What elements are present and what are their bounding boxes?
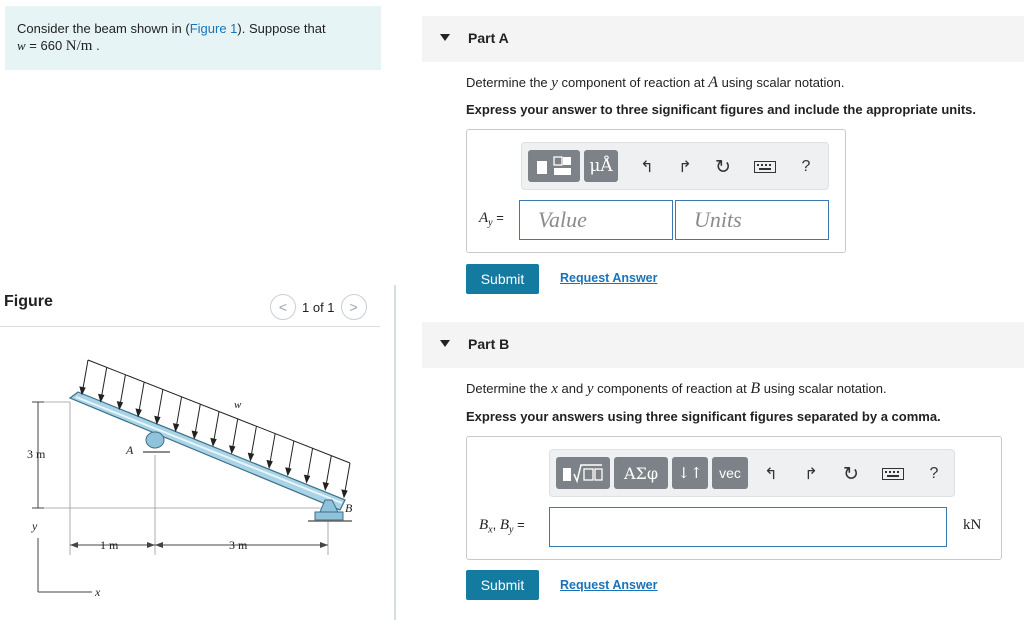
part-b-header[interactable] — [422, 322, 1024, 368]
part-b-request-answer-link[interactable]: Request Answer — [560, 578, 658, 592]
problem-line-2: w = 660 N/m . — [17, 38, 100, 54]
figure-separator — [0, 326, 380, 327]
undo-button[interactable] — [634, 153, 660, 181]
load-arrow-head — [174, 424, 179, 431]
dim-arrow-a-left — [147, 542, 155, 548]
dim-3m-label: 3 m — [229, 538, 248, 552]
collapse-triangle-icon — [440, 34, 450, 41]
chevron-left-icon: < — [278, 299, 288, 315]
reset-button[interactable] — [838, 460, 864, 488]
dim-arrow-a-right — [155, 542, 163, 548]
collapse-triangle-icon — [440, 340, 450, 347]
load-arrow-head — [323, 483, 328, 490]
reset-icon: ↻ — [843, 463, 859, 485]
load-arrow-head — [286, 468, 291, 475]
beam-highlight — [76, 397, 342, 503]
pin-support-a — [146, 432, 164, 448]
reset-icon: ↻ — [715, 156, 731, 178]
undo-icon: ↰ — [640, 159, 654, 176]
part-a-prompt: Determine the y component of reaction at A using scalar notation. — [466, 74, 845, 91]
part-b-answer-box — [466, 436, 1002, 560]
part-a-toolbar — [521, 142, 829, 190]
keyboard-button[interactable] — [878, 462, 908, 486]
templates-icon — [534, 155, 574, 177]
part-a-header[interactable] — [422, 16, 1024, 62]
keyboard-icon — [754, 161, 776, 173]
units-input[interactable]: Units — [675, 200, 829, 240]
templates-button[interactable] — [556, 457, 610, 489]
undo-button[interactable] — [758, 460, 784, 488]
part-a-instruction: Express your answer to three significant figures and include the appropriate units. — [466, 102, 976, 117]
height-label: 3 m — [27, 447, 46, 461]
value-input[interactable]: Value — [519, 200, 673, 240]
part-b-toolbar — [549, 449, 955, 497]
point-a-label: A — [126, 443, 134, 457]
figure-pager — [270, 294, 367, 320]
redo-button[interactable] — [798, 460, 824, 488]
load-arrow-head — [192, 431, 197, 438]
part-a-request-answer-link[interactable]: Request Answer — [560, 271, 658, 285]
next-figure-button[interactable] — [341, 294, 367, 320]
load-arrow-head — [136, 409, 141, 416]
part-b-answer-label: $B_x$, $B_y$ = — [479, 517, 525, 536]
beam — [70, 392, 345, 510]
figure-heading: Figure — [4, 293, 53, 310]
reset-button[interactable] — [710, 153, 736, 181]
chevron-right-icon: > — [349, 299, 358, 315]
part-a-title: Part A — [468, 30, 509, 46]
part-b-submit-button[interactable]: Submit — [466, 570, 539, 600]
keyboard-icon — [882, 468, 904, 480]
templates-button[interactable] — [528, 150, 580, 182]
part-a-answer-label: $A_y$ = — [479, 210, 504, 229]
dim-arrow-right — [320, 542, 328, 548]
panel-divider — [394, 285, 396, 620]
part-a-submit-button[interactable]: Submit — [466, 264, 539, 294]
figure-page-count: 1 of 1 — [302, 299, 335, 315]
redo-icon: ↱ — [678, 159, 692, 176]
load-arrow-head — [305, 475, 310, 482]
vector-button[interactable]: vec — [712, 457, 748, 489]
sort-button[interactable]: ↓↑ — [672, 457, 708, 489]
redo-icon: ↱ — [804, 466, 818, 483]
x-axis-label: x — [95, 585, 101, 599]
distributed-load — [80, 360, 350, 497]
answer-unit: kN — [963, 517, 982, 533]
y-axis-label: y — [32, 519, 38, 533]
load-arrow-head — [248, 453, 253, 460]
beam-figure — [0, 330, 380, 610]
part-b-title: Part B — [468, 336, 510, 352]
redo-button[interactable] — [672, 153, 698, 181]
load-arrow-head — [211, 439, 216, 446]
keyboard-button[interactable] — [750, 155, 780, 179]
load-arrow-head — [155, 416, 160, 423]
prev-figure-button[interactable] — [270, 294, 296, 320]
dim-arrow-left — [70, 542, 78, 548]
part-b-instruction: Express your answers using three significant figures separated by a comma. — [466, 409, 941, 424]
support-b-base — [315, 512, 343, 520]
figure-link[interactable]: Figure 1 — [189, 21, 238, 36]
load-label: w — [234, 399, 242, 411]
load-arrow-head — [230, 446, 235, 453]
templates-root-icon — [560, 462, 606, 484]
load-arrow-head — [267, 461, 272, 468]
help-button[interactable]: ? — [929, 465, 939, 482]
point-b-label: B — [345, 501, 353, 515]
part-b-prompt: Determine the x and y components of reaction at B using scalar notation. — [466, 380, 887, 397]
load-arrow-head — [342, 490, 347, 497]
dim-1m-label: 1 m — [100, 538, 119, 552]
help-button[interactable]: ? — [801, 158, 811, 175]
undo-icon: ↰ — [764, 466, 778, 483]
part-a-answer-box — [466, 129, 846, 253]
problem-statement — [5, 6, 381, 70]
units-symbols-button[interactable]: μÅ — [584, 150, 618, 182]
problem-line-1: Consider the beam shown in (Figure 1). Suppose that — [17, 21, 326, 36]
components-input[interactable] — [549, 507, 947, 547]
greek-symbols-button[interactable]: ΑΣφ — [614, 457, 668, 489]
